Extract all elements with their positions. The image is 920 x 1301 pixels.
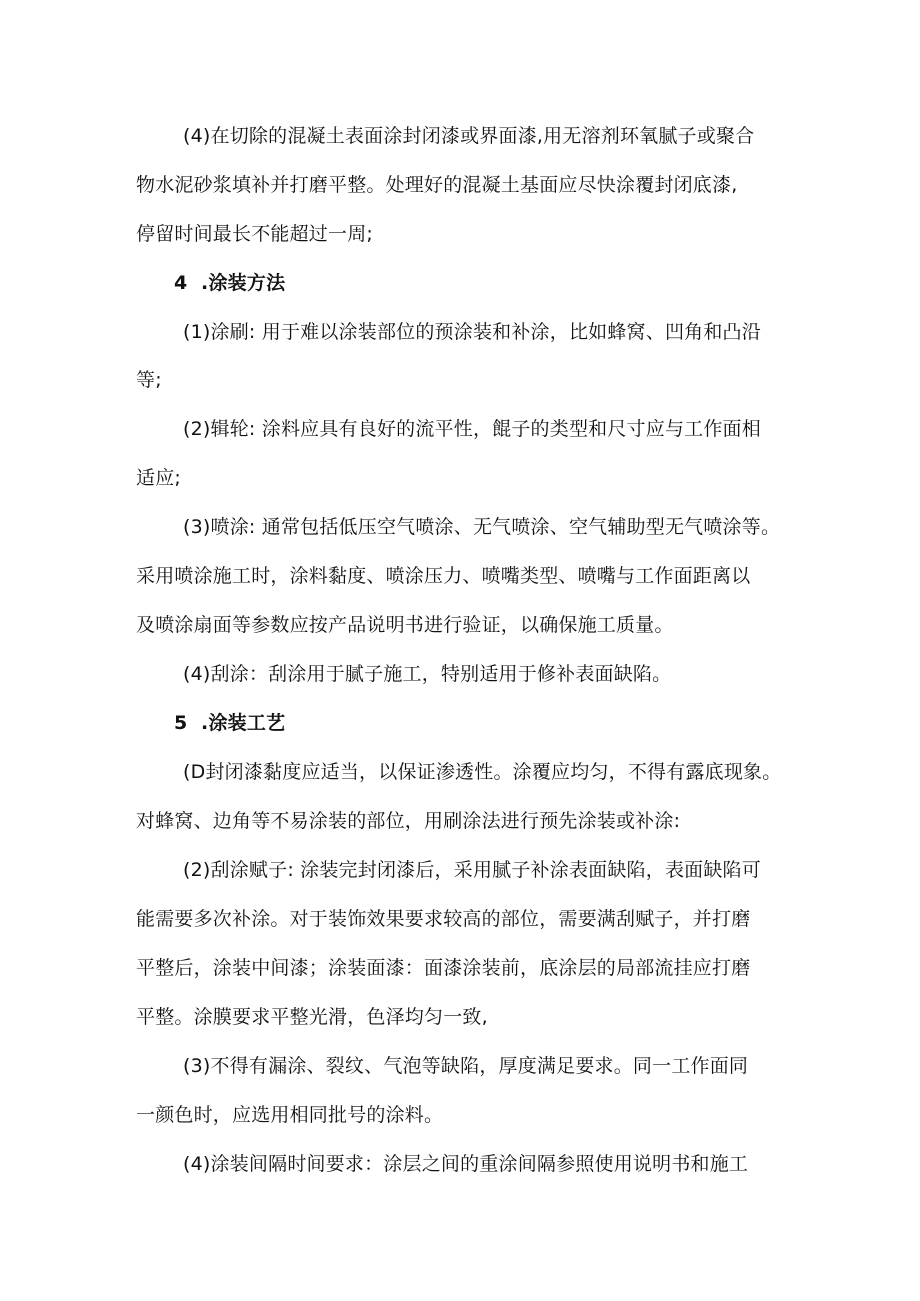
paragraph-line: 平整。涂膜要求平整光滑，色泽均匀一致, xyxy=(136,1006,488,1028)
paragraph-line: (4)涂装间隔时间要求：涂层之间的重涂间隔参照使用说明书和施工 xyxy=(183,1153,749,1175)
section-heading-4: 4 .涂装方法 xyxy=(174,272,286,294)
paragraph-line: (4)在切除的混凝土表面涂封闭漆或界面漆,用无溶剂环氧腻子或聚合 xyxy=(183,125,755,147)
paragraph-line: 平整后，涂装中间漆；涂装面漆：面漆涂装前，底涂层的局部流挂应打磨 xyxy=(136,957,751,979)
paragraph-line: 对蜂窝、边角等不易涂装的部位，用刷涂法进行预先涂装或补涂: xyxy=(136,810,681,832)
paragraph-line: (1)涂刷: 用于难以涂装部位的预涂装和补涂，比如蜂窝、凹角和凸沿 xyxy=(183,321,761,343)
paragraph-line: (2)辑轮: 涂料应具有良好的流平性，餛子的类型和尺寸应与工作面相 xyxy=(183,418,761,440)
paragraph-line: 等; xyxy=(136,369,162,391)
paragraph-line: 物水泥砂浆填补并打磨平整。处理好的混凝土基面应尽快涂覆封闭底漆, xyxy=(136,174,738,196)
paragraph-line: (2)刮涂赋子: 涂装完封闭漆后，采用腻子补涂表面缺陷，表面缺陷可 xyxy=(183,859,761,881)
paragraph-line: (4)刮涂：刮涂用于腻子施工，特别适用于修补表面缺陷。 xyxy=(183,663,672,685)
paragraph-line: (D封闭漆黏度应适当，以保证渗透性。涂覆应均匀，不得有露底现象。 xyxy=(183,761,782,783)
paragraph-line: 及喷涂扇面等参数应按产品说明书进行验证，以确保施工质量。 xyxy=(136,614,674,636)
paragraph-line: (3)不得有漏涂、裂纹、气泡等缺陷，厚度满足要求。同一工作面同 xyxy=(183,1055,749,1077)
paragraph-line: 能需要多次补涂。对于装饰效果要求较高的部位，需要满刮赋子，并打磨 xyxy=(136,908,751,930)
paragraph-line: (3)喷涂: 通常包括低压空气喷涂、无气喷涂、空气辅助型无气喷涂等。 xyxy=(183,516,781,538)
paragraph-line: 适应; xyxy=(136,467,182,489)
paragraph-line: 停留时间最长不能超过一周; xyxy=(136,223,374,245)
paragraph-line: 采用喷涂施工时，涂料黏度、喷涂压力、喷嘴类型、喷嘴与工作面距离以 xyxy=(136,565,751,587)
section-heading-5: 5 .涂装工艺 xyxy=(174,712,286,734)
paragraph-line: 一颜色时，应选用相同批号的涂料。 xyxy=(136,1104,444,1126)
